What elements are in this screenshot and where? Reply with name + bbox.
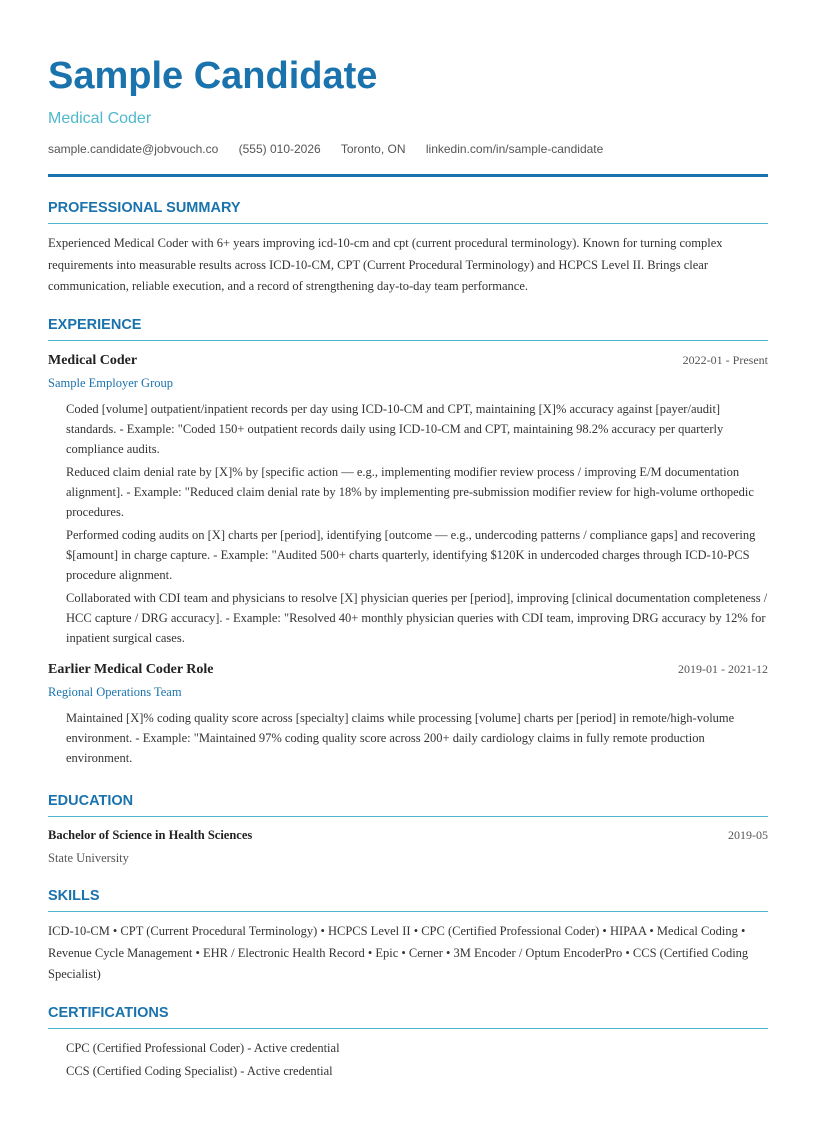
education-header	[48, 827, 768, 843]
education-date: 2019-05	[728, 828, 768, 842]
certifications-section	[48, 1004, 768, 1084]
job-bullet: Reduced claim denial rate by [X]% by [specific action — e.g., implementing modifier review process / improving E/M documentation alignment]. - Example: "Reduced claim denial rate by 18% by implementing pre-submission modifier review for high-volume orthopedic procedures.	[66, 465, 754, 519]
candidate-name: Sample Candidate	[48, 55, 378, 97]
certifications-list	[48, 1038, 768, 1081]
contact-phone: (555) 010-2026	[238, 142, 321, 156]
job-company: Sample Employer Group	[48, 376, 173, 390]
contact-email: sample.candidate@jobvouch.co	[48, 142, 219, 156]
certifications-heading: CERTIFICATIONS	[48, 1004, 768, 1029]
job-entry	[48, 661, 768, 768]
summary-section	[48, 199, 768, 298]
job-header	[48, 661, 768, 679]
job-title: Medical Coder	[48, 353, 138, 368]
skills-heading: SKILLS	[48, 887, 768, 912]
contact-location: Toronto, ON	[340, 142, 406, 156]
job-bullet: Maintained [X]% coding quality score across [specialty] claims while processing [volume] charts per [period] in remote/high-volume environment. - Example: "Maintained 97% coding quality score across 200+ daily cardiology claims in fully remote production environment.	[66, 711, 735, 765]
job-bullet: Coded [volume] outpatient/inpatient records per day using ICD-10-CM and CPT, maintaining [X]% accuracy against [payer/audit] standards. - Example: "Coded 150+ outpatient records daily using ICD-10-CM and CPT, maintaining 98.2% accuracy per quarterly compliance audits.	[66, 402, 724, 456]
job-header	[48, 352, 768, 370]
job-bullets	[48, 708, 768, 768]
job-dates: 2019-01 - 2021-12	[678, 662, 768, 676]
certification-item: CCS (Certified Coding Specialist) - Active credential	[66, 1064, 333, 1078]
job-company: Regional Operations Team	[48, 685, 182, 699]
contact-line	[48, 141, 620, 157]
education-degree: Bachelor of Science in Health Sciences	[48, 828, 253, 842]
candidate-role: Medical Coder	[48, 110, 152, 127]
header-divider	[48, 174, 768, 177]
contact-linkedin: linkedin.com/in/sample-candidate	[425, 142, 604, 156]
job-bullets	[48, 399, 768, 648]
skills-section	[48, 887, 768, 986]
job-dates: 2022-01 - Present	[682, 353, 768, 367]
job-title: Earlier Medical Coder Role	[48, 662, 214, 677]
education-heading: EDUCATION	[48, 792, 768, 817]
job-entry	[48, 352, 768, 648]
skills-text: ICD-10-CM • CPT (Current Procedural Terminology) • HCPCS Level II • CPC (Certified Professional Coder) • HIPAA • Medical Coding • Revenue Cycle Management • EHR / Electronic Health Record • Epic • Cerner • 3M Encoder / Optum EncoderPro • CCS (Certified Coding Specialist)	[48, 924, 749, 981]
job-bullet: Collaborated with CDI team and physicians to resolve [X] physician queries per [period], improving [clinical documentation completeness / HCC capture / DRG accuracy]. - Example: "Resolved 40+ monthly physician queries with CDI team, improving DRG accuracy by 12% for inpatient surgical cases.	[66, 591, 768, 645]
education-school: State University	[48, 851, 129, 865]
education-section	[48, 792, 768, 866]
experience-heading: EXPERIENCE	[48, 316, 768, 341]
certification-item: CPC (Certified Professional Coder) - Active credential	[66, 1041, 340, 1055]
job-bullet: Performed coding audits on [X] charts per [period], identifying [outcome — e.g., undercoding patterns / compliance gaps] and recovering $[amount] in charge capture. - Example: "Audited 500+ charts quarterly, identifying $120K in undercoded charges through ICD-10-PCS procedure alignment.	[66, 528, 756, 582]
summary-text: Experienced Medical Coder with 6+ years improving icd-10-cm and cpt (current procedural terminology). Known for turning complex requirements into measurable results across ICD-10-CM, CPT (Current Procedural Terminology) and HCPCS Level II. Brings clear communication, reliable execution, and a record of strengthening day-to-day team performance.	[48, 236, 723, 293]
experience-section	[48, 316, 768, 771]
summary-heading: PROFESSIONAL SUMMARY	[48, 199, 768, 224]
